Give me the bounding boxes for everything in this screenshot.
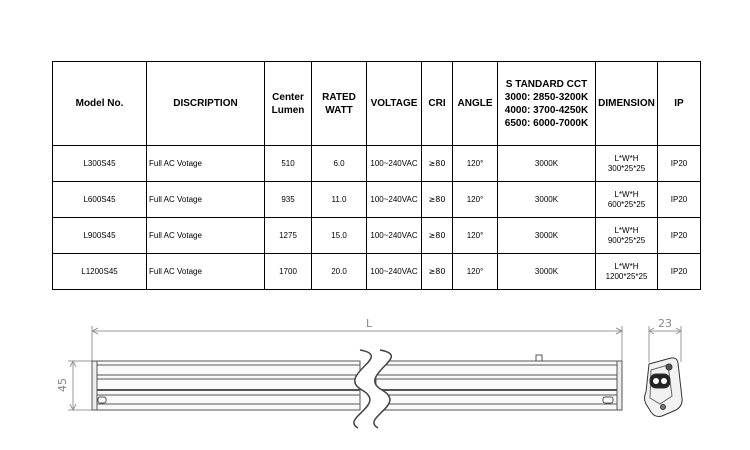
header-watt-line1: RATED [322, 91, 356, 103]
cell-model: L1200S45 [53, 254, 147, 290]
cell-angle: 120° [453, 182, 498, 218]
cell-cct: 3000K [498, 182, 596, 218]
cell-cri: ≥80 [422, 254, 453, 290]
cell-dimension-value: 300*25*25 [607, 163, 646, 173]
cell-voltage: 100~240VAC [367, 182, 422, 218]
height-label: 45 [56, 378, 69, 392]
cell-lumen: 935 [265, 182, 312, 218]
header-cct-line4: 6500: 6000-7000K [504, 117, 589, 129]
cell-description: Full AC Votage [147, 218, 265, 254]
cell-cri: ≥80 [422, 218, 453, 254]
cell-description: Full AC Votage [147, 146, 265, 182]
cell-angle: 120° [453, 146, 498, 182]
header-lumen-line1: Center [272, 91, 304, 103]
cell-watt: 6.0 [312, 146, 367, 182]
cell-angle: 120° [453, 218, 498, 254]
header-angle: ANGLE [453, 62, 498, 146]
cell-ip: IP20 [658, 218, 701, 254]
cell-ip: IP20 [658, 146, 701, 182]
cell-voltage: 100~240VAC [367, 146, 422, 182]
cell-angle: 120° [453, 254, 498, 290]
width-dimension [649, 326, 681, 362]
header-lumen-line2: Lumen [271, 104, 305, 116]
header-dimension: DIMENSION [596, 62, 658, 146]
height-dimension [68, 361, 92, 410]
header-watt-line2: WATT [325, 104, 353, 116]
cell-model: L300S45 [53, 146, 147, 182]
cell-cri: ≥80 [422, 182, 453, 218]
cell-dimension-value: 900*25*25 [607, 235, 646, 245]
cell-watt: 15.0 [312, 218, 367, 254]
cell-cri: ≥80 [422, 146, 453, 182]
header-cri: CRI [422, 62, 453, 146]
cell-cct: 3000K [498, 254, 596, 290]
cell-model: L900S45 [53, 218, 147, 254]
header-description: DISCRIPTION [147, 62, 265, 146]
cell-lumen: 510 [265, 146, 312, 182]
cell-dimension-label: L*W*H [614, 153, 639, 163]
cell-model: L600S45 [53, 182, 147, 218]
cell-voltage: 100~240VAC [367, 254, 422, 290]
end-view-profile [645, 358, 683, 417]
cell-voltage: 100~240VAC [367, 218, 422, 254]
header-model: Model No. [53, 62, 147, 146]
cell-cct: 3000K [498, 218, 596, 254]
header-cct-line1: S TANDARD CCT [505, 78, 588, 90]
cell-dimension-label: L*W*H [614, 225, 639, 235]
cell-cct: 3000K [498, 146, 596, 182]
header-cct-line2: 3000: 2850-3200K [504, 91, 589, 103]
cell-dimension-value: 1200*25*25 [605, 271, 648, 281]
cell-watt: 11.0 [312, 182, 367, 218]
header-ip: IP [658, 62, 701, 146]
cell-lumen: 1275 [265, 218, 312, 254]
cell-lumen: 1700 [265, 254, 312, 290]
length-label: L [366, 317, 373, 330]
cell-ip: IP20 [658, 254, 701, 290]
cell-dimension-value: 600*25*25 [607, 199, 646, 209]
width-label: 23 [658, 317, 672, 330]
header-voltage: VOLTAGE [367, 62, 422, 146]
cell-description: Full AC Votage [147, 182, 265, 218]
cell-dimension-label: L*W*H [614, 261, 639, 271]
cell-dimension-label: L*W*H [614, 189, 639, 199]
cell-description: Full AC Votage [147, 254, 265, 290]
header-cct-line3: 4000: 3700-4250K [504, 104, 589, 116]
cell-watt: 20.0 [312, 254, 367, 290]
cell-ip: IP20 [658, 182, 701, 218]
